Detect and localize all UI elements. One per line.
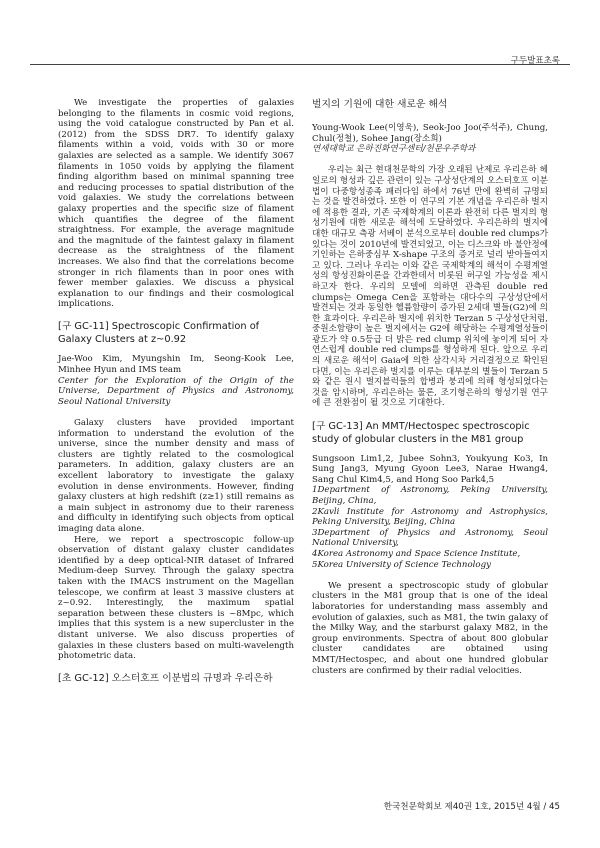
gc12-affiliation: 연세대학교 은하진화연구센터/천문우주학과 — [312, 144, 476, 155]
gc11-paragraph-1: Galaxy clusters have provided important information to understand the evolution of the universe, since the number density and mass of clusters are tightly related to the cosmological parameters. In addition, galaxy clusters are an excellent laboratory to investigate the galaxy evolution in dense environments. However, finding galaxy clusters at high redshift (z≥1) still remains as a main subject in astronomy due to their rareness and difficulty in identifying such objects from optical imaging data alone. — [58, 418, 294, 534]
gc11-affiliation: Center for the Exploration of the Origin of the Universe, Department of Physics and Astronomy, Seoul National University — [58, 375, 294, 407]
page-footer: 한국천문학회보 제40권 1호, 2015년 4월 / 45 — [383, 802, 560, 812]
abstract-void-filaments: We investigate the properties of galaxies belonging to the filaments in cosmic void regions, using the void catalogue constructed by Pan et al. (2012) from the SDSS DR7. To identify galaxy filaments within a void, voids with 30 or more galaxies are selected as a sample. We identify 3067 filaments in 1050 voids by applying the filament finding algorithm based on minimal spanning tree and reducing processes to spatial distribution of the void galaxies. We study the correlations between galaxy properties and the specific size of filament which quantifies the degree of the filament straightness. For example, the average magnitude and the magnitude of the faintest galaxy in filament decrease as the straightness of the filament increases. We also find that the correlations become stronger in rich filaments than in poor ones with fewer member galaxies. We discuss a physical explanation to our findings and their cosmological implications. — [58, 98, 294, 310]
gc13-affiliation-1: 1Department of Astronomy, Peking University, Beijing, China, — [312, 485, 548, 506]
section-header-label: 구두발표초록 — [510, 56, 560, 66]
gc13-title: [구 GC-13] An MMT/Hectospec spectroscopic study of globular clusters in the M81 group — [312, 420, 530, 445]
gc11-title: [구 GC-11] Spectroscopic Confirmation of Galaxy Clusters at z~0.92 — [58, 321, 260, 346]
gc13-affiliation-2: 2Kavli Institute for Astronomy and Astrophysics, Peking University, Beijing, China — [312, 506, 548, 528]
gc13-affiliation-3: 3Department of Physics and Astronomy, Seoul National University, — [312, 527, 548, 549]
gc12-authors: Young-Wook Lee(이영욱), Seok-Joo Joo(주석주), Chung, Chul(정철), Sohee Jang(장소희) — [312, 123, 548, 144]
gc13-affiliation-5: 5Korea University of Science Technology — [312, 559, 491, 570]
gc13-affiliation-4: 4Korea Astronomy and Space Science Institute, — [312, 548, 521, 559]
gc11-authors: Jae-Woo Kim, Myungshin Im, Seong-Kook Lee, Minhee Hyun and IMS team — [58, 354, 294, 376]
header-rule — [30, 64, 570, 65]
gc11-paragraph-2: Here, we report a spectroscopic follow-up observation of distant galaxy cluster candidates identified by a deep optical-NIR dataset of Infrared Medium-deep Survey. Through the galaxy spectra taken with the IMACS instrument on the Magellan telescope, we confirm at least 3 massive clusters at z~0.92. Interestingly, the maximum spatial separation between these clusters is ~8Mpc, which implies that this system is a new supercluster in the distant universe. We also discuss properties of galaxies in these clusters based on multi-wavelength photometric data. — [58, 534, 294, 662]
gc13-body: We present a spectroscopic study of globular clusters in the M81 group that is one of the ideal laboratories for understanding mass assembly and evolution of galaxies, such as M81, the twin galaxy of the Milky Way, and the starburst galaxy M82, in the group environments. Spectra of about 800 globular cluster candidates are obtained using MMT/Hectospec, and about one hundred globular clusters are confirmed by their radial velocities. — [312, 580, 548, 676]
gc12-subtitle: 벌지의 기원에 대한 새로운 해석 — [312, 99, 448, 110]
gc12-body: 우리는 최근 현대천문학의 가장 오래된 난제로 우리은하 헤일로의 형성과 깊은 관련이 있는 구상성단계의 오스터호프 이분법이 다중항성종족 패러다임 하에서 76년 만에 완벽히 규명되는 것을 발견하였다. 또한 이 연구의 기본 개념을 우리은하 벌지에 적용한 결과, 기존 국제학계의 이론과 완전히 다른 벌지의 형성기원에 대한 새로운 해석에 도달하였다. 우리은하의 벌지에 대한 대규모 측광 서베이 분석으로부터 double red clumps가 있다는 것이 2010년에 발견되었고, 이는 디스크와 바 불안정에 기인하는 은하중심부 X-shape 구조의 증거로 널리 받아들여지고 있다. 그러나 우리는 이와 같은 국제학계의 해석이 수평계열성의 항성진화이론을 간과한데서 비롯된 허구일 가능성을 제시하고자 한다. 우리의 모델에 의하면 관측된 double red clumps는 Omega Cen을 포함하는 대다수의 구상성단에서 발견되는 것과 동일한 헬륨함량이 증가된 2세대 별들(G2)에 의한 효과이다. 우리은하 벌지에 위치한 Terzan 5 구상성단처럼, 중원소함량이 높은 벌지에서는 G2에 해당하는 수평계열성들이 광도가 약 0.5등급 더 밝은 red clump 위치에 놓이게 되어 자연스럽게 double red clumps를 형성하게 된다. 앞으로 우리의 새로운 해석이 Gaia에 의한 삼각시차 거리결정으로 확인된다면, 이는 우리은하 벌지를 이루는 대부분의 별들이 Terzan 5와 같은 원시 벌지블럭들의 합병과 붕괴에 의해 형성되었다는 것을 암시하며, 우리은하는 물론, 조기형은하의 형성기원 연구에 큰 전환점이 될 것으로 기대한다. — [312, 165, 548, 409]
gc13-authors: Sungsoon Lim1,2, Jubee Sohn3, Youkyung Ko3, In Sung Jang3, Myung Gyoon Lee3, Narae Hwang4, Sang Chul Kim4,5, and Hong Soo Park4,5 — [312, 453, 548, 485]
left-column — [58, 98, 294, 685]
gc12-title: [초 GC-12] 오스터호프 이분법의 규명과 우리은하 — [58, 673, 273, 685]
right-column — [312, 98, 548, 676]
